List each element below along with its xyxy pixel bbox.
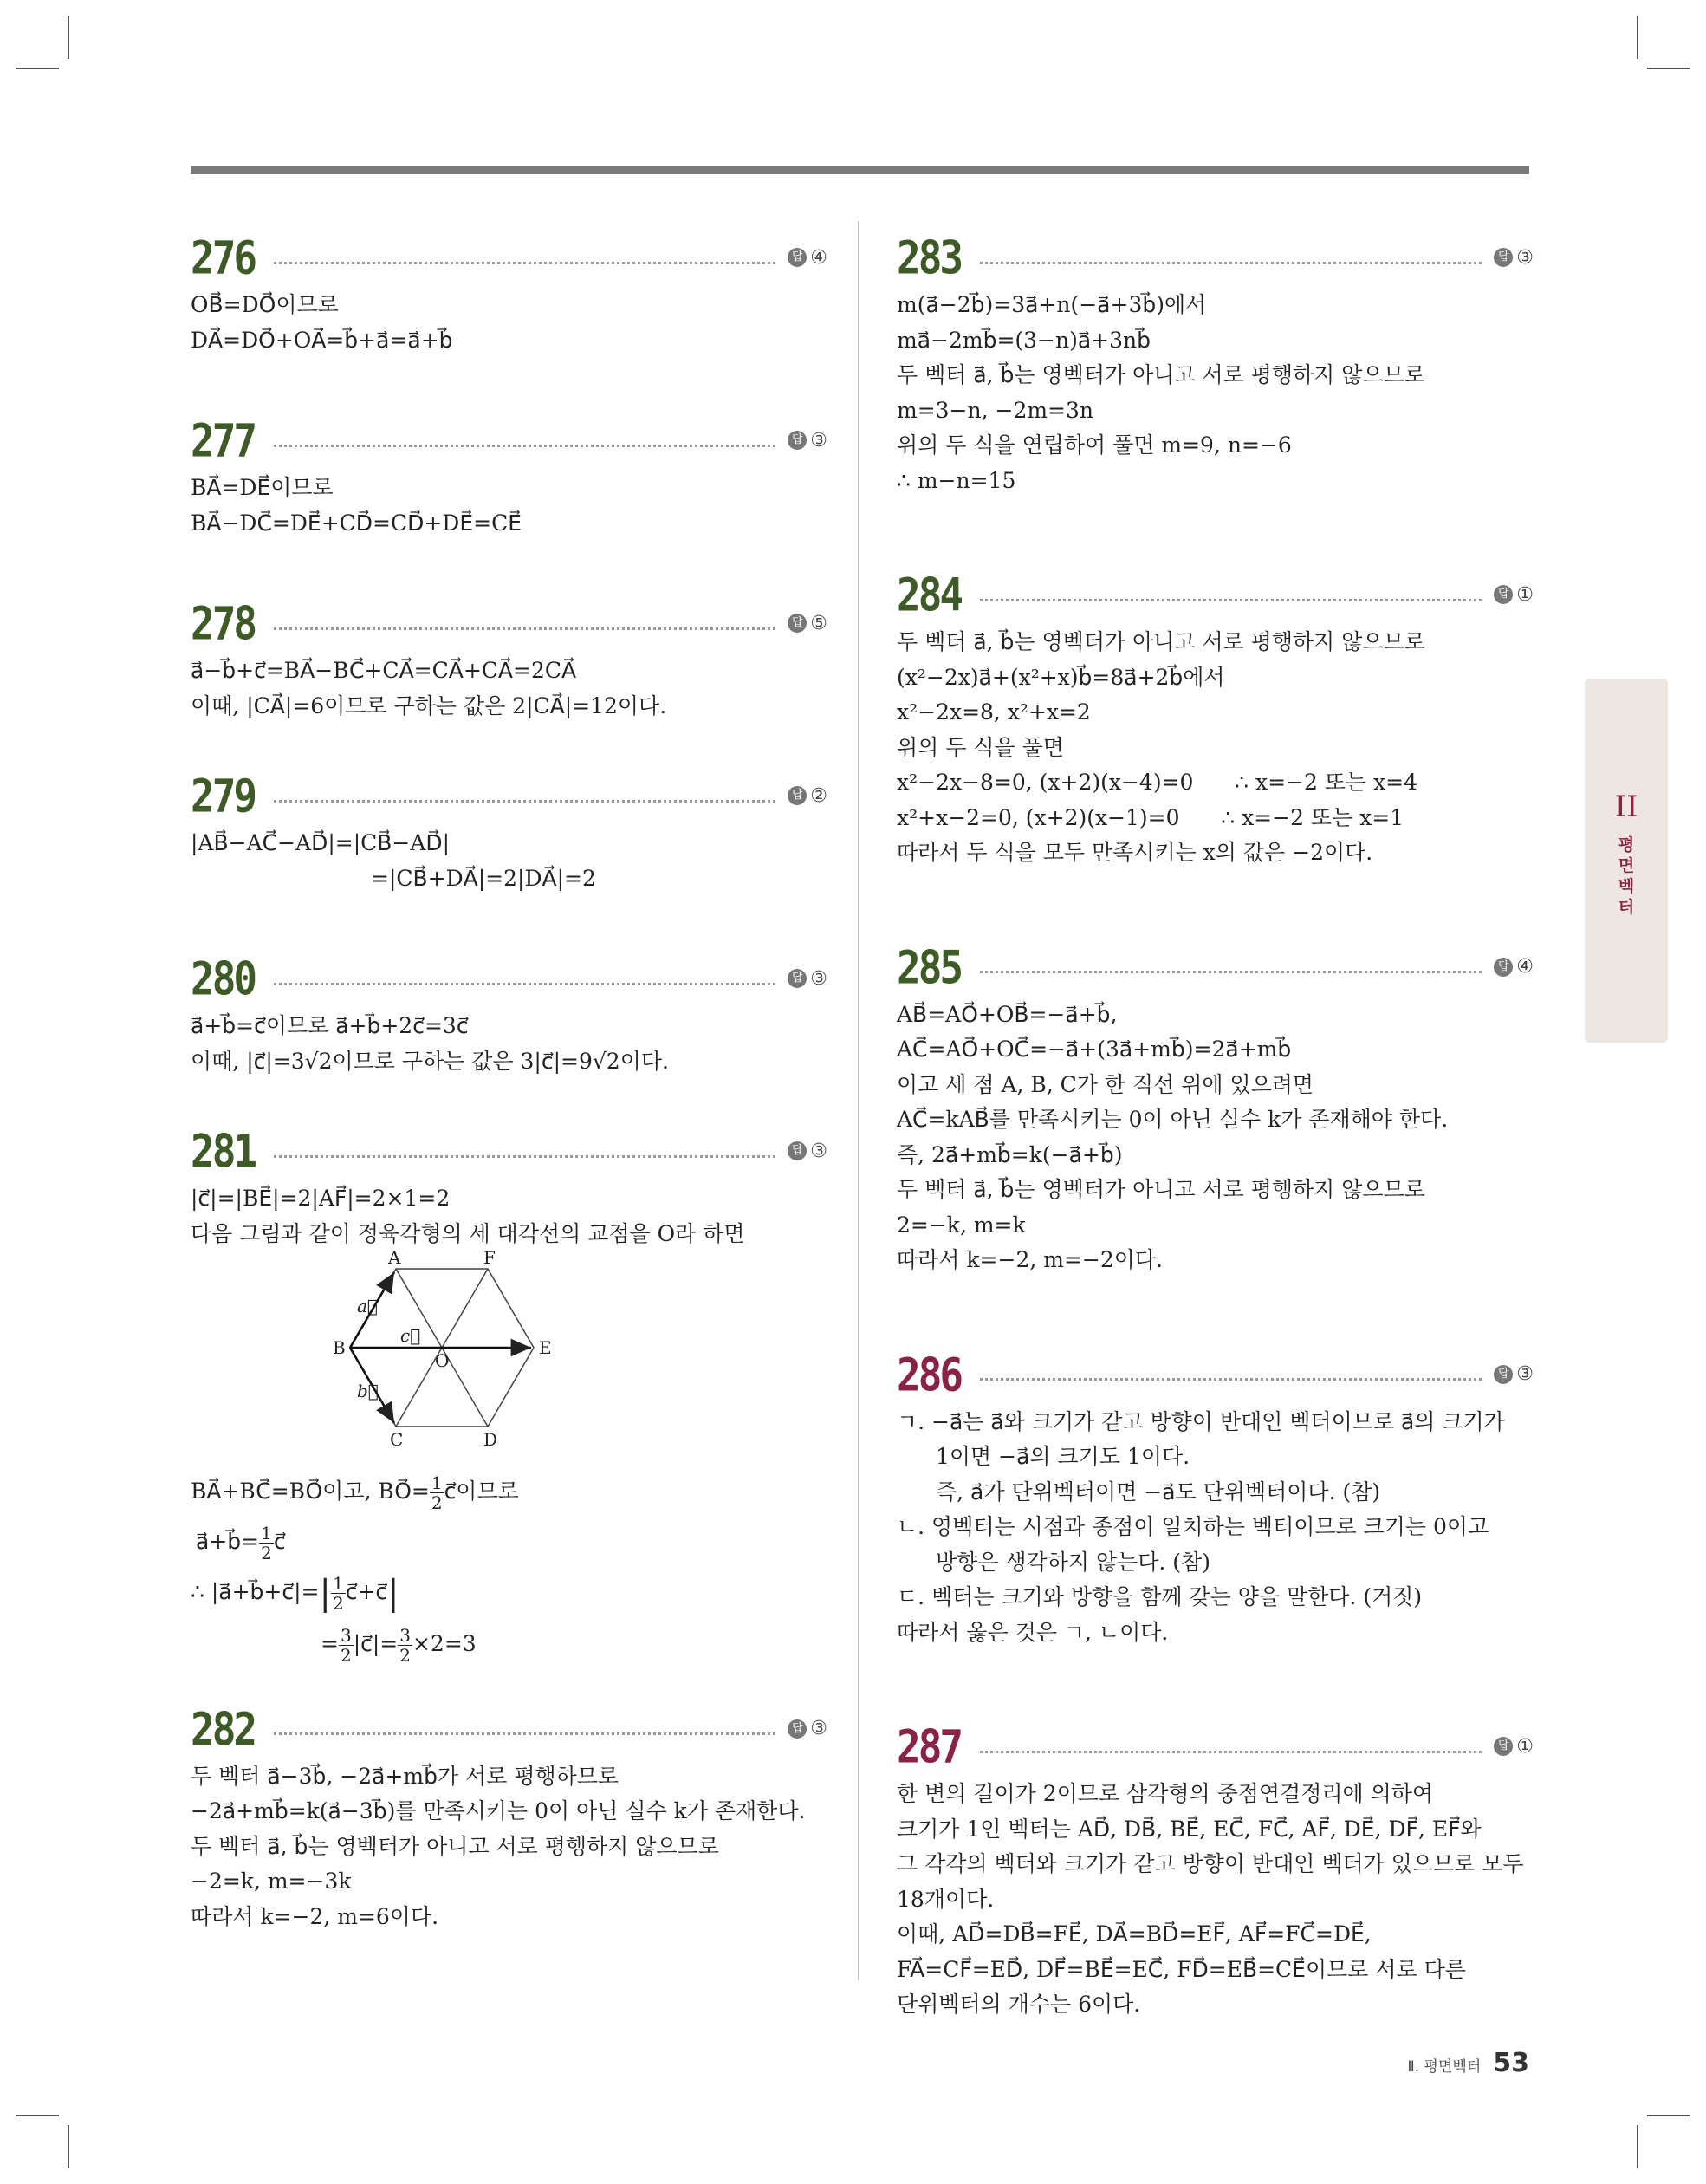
solution-line: 따라서 옳은 것은 ㄱ, ㄴ이다. (897, 1619, 1169, 1645)
point-label-d: D (483, 1429, 498, 1450)
solution-line: ma⃗−2mb⃗=(3−n)a⃗+3nb⃗ (897, 327, 1151, 353)
right-column (897, 227, 1534, 2023)
problem-278 (191, 593, 827, 724)
crop-mark (1637, 2125, 1638, 2168)
answer-mark-icon: 답 (1494, 1737, 1513, 1756)
solution-line: 방향은 생각하지 않는다. (참) (936, 1549, 1210, 1575)
answer-mark-icon: 답 (1494, 248, 1513, 267)
solution-line: BA⃗−DC⃗=DE⃗+CD⃗=CD⃗+DE⃗=CE⃗ (191, 510, 522, 536)
problem-285 (897, 937, 1534, 1278)
problem-header (191, 1699, 827, 1759)
answer-badge (1494, 247, 1534, 269)
answer-value: ④ (810, 246, 827, 269)
problem-header (897, 1344, 1534, 1405)
crop-mark (68, 2125, 69, 2168)
left-column (191, 227, 827, 1934)
solution-line: 그 각각의 벡터와 크기가 같고 방향이 반대인 벡터가 있으므로 모두 (897, 1851, 1524, 1876)
math-text: c⃗ (273, 1529, 286, 1554)
problem-281 (191, 1121, 827, 1669)
denominator: 2 (431, 1492, 443, 1513)
solution-line: a⃗+b⃗=c⃗이므로 a⃗+b⃗+2c⃗=3c⃗ (191, 1013, 469, 1038)
leader-dots (274, 800, 775, 803)
answer-mark-icon: 답 (1494, 1365, 1513, 1384)
math-text: a⃗+b⃗= (196, 1529, 260, 1554)
solution-line: 위의 두 식을 풀면 (897, 734, 1064, 760)
denominator: 2 (332, 1593, 344, 1614)
fraction-one-half (331, 1574, 346, 1613)
leader-dots (980, 262, 1482, 264)
solution-line: 두 벡터 a⃗, b⃗는 영벡터가 아니고 서로 평행하지 않으므로 (897, 1177, 1425, 1202)
solution-line: ㄴ. 영벡터는 시점과 종점이 일치하는 벡터이므로 크기는 0이고 (897, 1514, 1489, 1539)
answer-mark-icon: 답 (1494, 585, 1513, 604)
vector-label-a: a⃗ (357, 1296, 378, 1316)
answer-value: ④ (1516, 956, 1534, 978)
solution-line: |AB⃗−AC⃗−AD⃗|=|CB⃗−AD⃗| (191, 830, 451, 855)
math-text: BA⃗+BC⃗=BO⃗이고, BO⃗= (191, 1479, 430, 1504)
crop-mark (16, 2115, 59, 2116)
solution-line (191, 1619, 827, 1669)
solution-line: AB⃗=AO⃗+OB⃗=−a⃗+b⃗, (897, 1001, 1118, 1027)
fraction-one-half (259, 1524, 274, 1563)
solution-line: 이때, AD⃗=DB⃗=FE⃗, DA⃗=BD⃗=EF⃗, AF⃗=FC⃗=DE⃗, (897, 1921, 1372, 1947)
crop-mark (1647, 68, 1690, 69)
leader-dots (274, 1155, 775, 1158)
solution-line: AC⃗=kAB⃗를 만족시키는 0이 아닌 실수 k가 존재해야 한다. (897, 1107, 1449, 1132)
problem-number: 281 (191, 1123, 256, 1179)
solution-line: =|CB⃗+DA⃗|=2|DA⃗|=2 (371, 865, 596, 891)
problem-number: 284 (897, 567, 962, 622)
solution-line: DA⃗=DO⃗+OA⃗=b⃗+a⃗=a⃗+b⃗ (191, 327, 453, 353)
answer-value: ③ (810, 967, 827, 990)
solution-line: 위의 두 식을 연립하여 풀면 m=9, n=−6 (897, 432, 1292, 458)
math-text: c⃗+c⃗ (345, 1579, 388, 1604)
solution-line: |c⃗|=|BE⃗|=2|AF⃗|=2×1=2 (191, 1186, 451, 1211)
numerator: 1 (332, 1573, 344, 1594)
crop-mark (1647, 2115, 1690, 2116)
denominator: 2 (340, 1644, 352, 1666)
solution-line: 18개이다. (897, 1886, 995, 1912)
solution-line: x²−2x−8=0, (x+2)(x−4)=0 ∴ x=−2 또는 x=4 (897, 770, 1418, 795)
math-text: |c⃗|= (353, 1630, 399, 1656)
page-footer (1407, 2048, 1529, 2078)
leader-dots (274, 445, 775, 447)
solution-line: 두 벡터 a⃗, b⃗는 영벡터가 아니고 서로 평행하지 않으므로 (897, 362, 1425, 387)
solution-line: 이때, |c⃗|=3√2이므로 구하는 값은 3|c⃗|=9√2이다. (191, 1048, 669, 1074)
solution-line: 즉, 2a⃗+mb⃗=k(−a⃗+b⃗) (897, 1141, 1123, 1167)
solution-line: OB⃗=DO⃗이므로 (191, 292, 339, 317)
math-text: ×2=3 (412, 1630, 477, 1656)
vector-label-b: b⃗ (357, 1381, 379, 1401)
problem-header (191, 593, 827, 653)
solution-line: 단위벡터의 개수는 6이다. (897, 1992, 1141, 2017)
point-label-b: B (333, 1337, 346, 1358)
solution-line: 두 벡터 a⃗, b⃗는 영벡터가 아니고 서로 평행하지 않으므로 (897, 629, 1425, 654)
problem-header (191, 410, 827, 471)
chapter-title-text: 평면벡터 (1618, 835, 1635, 917)
solution-line: x²−2x=8, x²+x=2 (897, 699, 1091, 725)
answer-value: ② (810, 784, 827, 807)
numerator: 3 (340, 1624, 352, 1646)
solution-line: −2a⃗+mb⃗=k(a⃗−3b⃗)를 만족시키는 0이 아닌 실수 k가 존재한다. (191, 1798, 806, 1823)
solution-line: 크기가 1인 벡터는 AD⃗, DB⃗, BE⃗, EC⃗, FC⃗, AF⃗, DE⃗, DF⃗, EF⃗와 (897, 1816, 1482, 1842)
math-text: ∴ |a⃗+b⃗+c⃗|= (191, 1579, 320, 1604)
point-label-e: E (539, 1337, 552, 1358)
problem-277 (191, 410, 827, 541)
numerator: 1 (261, 1523, 272, 1544)
answer-mark-icon: 답 (788, 431, 807, 450)
solution-line: 1이면 −a⃗의 크기도 1이다. (936, 1444, 1190, 1469)
fraction-one-half (430, 1473, 444, 1512)
problem-276 (191, 227, 827, 358)
answer-value: ③ (810, 1140, 827, 1162)
problem-header (897, 227, 1534, 288)
problem-280 (191, 948, 827, 1079)
point-label-c: C (390, 1429, 404, 1450)
column-divider (858, 221, 859, 1980)
answer-value: ⑤ (810, 612, 827, 634)
fraction-three-halves (339, 1626, 354, 1665)
answer-value: ③ (810, 429, 827, 452)
problem-number: 282 (191, 1701, 256, 1756)
problem-number: 277 (191, 413, 256, 468)
point-label-f: F (483, 1247, 496, 1268)
problem-284 (897, 564, 1534, 871)
solution-line: 즉, a⃗가 단위벡터이면 −a⃗도 단위벡터이다. (참) (936, 1479, 1381, 1505)
answer-value: ③ (1516, 246, 1534, 269)
leader-dots (980, 971, 1482, 973)
problem-number: 283 (897, 230, 962, 285)
denominator: 2 (399, 1644, 411, 1666)
answer-badge (1494, 584, 1534, 606)
solution-line: 한 변의 길이가 2이므로 삼각형의 중점연결정리에 의하여 (897, 1781, 1434, 1806)
solution-line: 따라서 k=−2, m=6이다. (191, 1903, 439, 1929)
answer-value: ① (1516, 583, 1534, 606)
problem-header (191, 948, 827, 1009)
solution-line: (x²−2x)a⃗+(x²+x)b⃗=8a⃗+2b⃗에서 (897, 664, 1225, 690)
crop-mark (16, 68, 59, 69)
chapter-vertical-title (1585, 835, 1668, 918)
solution-line: 따라서 k=−2, m=−2이다. (897, 1247, 1163, 1272)
problem-287 (897, 1716, 1534, 2023)
page-number: 53 (1493, 2048, 1529, 2078)
solution-line: 따라서 두 식을 모두 만족시키는 x의 값은 −2이다. (897, 840, 1373, 865)
problem-number: 278 (191, 595, 256, 651)
answer-badge (1494, 1363, 1534, 1385)
solution-line: 두 벡터 a⃗−3b⃗, −2a⃗+mb⃗가 서로 평행하므로 (191, 1763, 619, 1789)
problem-header (191, 227, 827, 288)
problem-282 (191, 1699, 827, 1935)
header-rule (191, 166, 1529, 174)
answer-badge (788, 430, 827, 452)
solution-line (191, 1517, 827, 1567)
solution-line: ㄷ. 벡터는 크기와 방향을 함께 갖는 양을 말한다. (거짓) (897, 1584, 1423, 1609)
solution-line: BA⃗=DE⃗이므로 (191, 475, 334, 500)
chapter-roman-numeral: II (1614, 790, 1638, 824)
answer-badge (788, 1718, 827, 1739)
point-label-o: O (435, 1350, 450, 1371)
answer-value: ③ (810, 1718, 827, 1739)
answer-badge (1494, 956, 1534, 978)
problem-279 (191, 765, 827, 896)
fraction-three-halves (398, 1626, 412, 1665)
solution-line: x²+x−2=0, (x+2)(x−1)=0 ∴ x=−2 또는 x=1 (897, 804, 1404, 830)
answer-mark-icon: 답 (788, 786, 807, 805)
solution-line: FA⃗=CF⃗=ED⃗, DF⃗=BE⃗=EC⃗, FD⃗=EB⃗=CE⃗이므로 서로 다른 (897, 1956, 1466, 1982)
solution-line: ∴ m−n=15 (897, 467, 1016, 493)
problem-header (897, 564, 1534, 625)
solution-line: 두 벡터 a⃗, b⃗는 영벡터가 아니고 서로 평행하지 않으므로 (191, 1833, 719, 1859)
solution-line: 2=−k, m=k (897, 1212, 1026, 1238)
solution-line: 다음 그림과 같이 정육각형의 세 대각선의 교점을 O라 하면 (191, 1220, 745, 1246)
leader-dots (980, 599, 1482, 601)
problem-header (897, 1716, 1534, 1777)
answer-mark-icon: 답 (1494, 958, 1513, 977)
problem-number: 279 (191, 768, 256, 823)
hexagon-diagram (333, 1247, 607, 1450)
problem-number: 285 (897, 939, 962, 994)
hexagon-figure (333, 1247, 827, 1450)
leader-dots (980, 1378, 1482, 1381)
solution-line: m=3−n, −2m=3n (897, 397, 1094, 423)
solution-line: 이고 세 점 A, B, C가 한 직선 위에 있으려면 (897, 1071, 1314, 1097)
answer-badge (788, 785, 827, 807)
solution-line: ㄱ. −a⃗는 a⃗와 크기가 같고 방향이 반대인 벡터이므로 a⃗의 크기가 (897, 1408, 1505, 1434)
solution-line: 이때, |CA⃗|=6이므로 구하는 값은 2|CA⃗|=12이다. (191, 692, 667, 718)
crop-mark (1637, 16, 1638, 59)
problem-header (191, 1121, 827, 1181)
problem-number: 287 (897, 1719, 962, 1774)
answer-mark-icon: 답 (788, 248, 807, 267)
solution-line: AC⃗=AO⃗+OC⃗=−a⃗+(3a⃗+mb⃗)=2a⃗+mb⃗ (897, 1037, 1292, 1062)
answer-value: ① (1516, 1735, 1534, 1758)
solution-line: ∴ |a⃗+b⃗+c⃗|=| $\frac{1}{2}$ c⃗+c⃗| (191, 1573, 399, 1614)
numerator: 3 (399, 1624, 411, 1646)
answer-badge (788, 613, 827, 634)
answer-badge (788, 247, 827, 269)
vector-label-c: c⃗ (400, 1325, 421, 1346)
answer-badge (1494, 1736, 1534, 1758)
solution-line: m(a⃗−2b⃗)=3a⃗+n(−a⃗+3b⃗)에서 (897, 292, 1207, 317)
problem-header (897, 937, 1534, 998)
crop-mark (68, 16, 69, 59)
problem-283 (897, 227, 1534, 498)
chapter-side-tab (1585, 679, 1668, 1043)
leader-dots (274, 262, 775, 264)
answer-mark-icon: 답 (788, 1141, 807, 1160)
math-text: c⃗이므로 (444, 1479, 519, 1504)
problem-286 (897, 1344, 1534, 1651)
numerator: 1 (431, 1472, 443, 1493)
footer-section: Ⅱ. 평면벡터 (1407, 2058, 1482, 2076)
point-label-a: A (388, 1247, 401, 1268)
answer-badge (788, 1141, 827, 1162)
answer-badge (788, 968, 827, 990)
denominator: 2 (261, 1543, 272, 1563)
problem-number: 280 (191, 951, 256, 1006)
leader-dots (274, 1732, 775, 1735)
answer-mark-icon: 답 (788, 614, 807, 633)
answer-mark-icon: 답 (788, 969, 807, 988)
math-text: = (321, 1630, 339, 1656)
leader-dots (980, 1751, 1482, 1753)
problem-number: 286 (897, 1347, 962, 1401)
solution-line (191, 1466, 827, 1517)
answer-mark-icon: 답 (788, 1719, 807, 1739)
leader-dots (274, 627, 775, 630)
solution-line: a⃗−b⃗+c⃗=BA⃗−BC⃗+CA⃗=CA⃗+CA⃗=2CA⃗ (191, 658, 577, 683)
solution-line: −2=k, m=−3k (191, 1869, 352, 1894)
leader-dots (274, 983, 775, 985)
answer-value: ③ (1516, 1363, 1534, 1385)
problem-number: 276 (191, 230, 256, 285)
problem-header (191, 765, 827, 826)
